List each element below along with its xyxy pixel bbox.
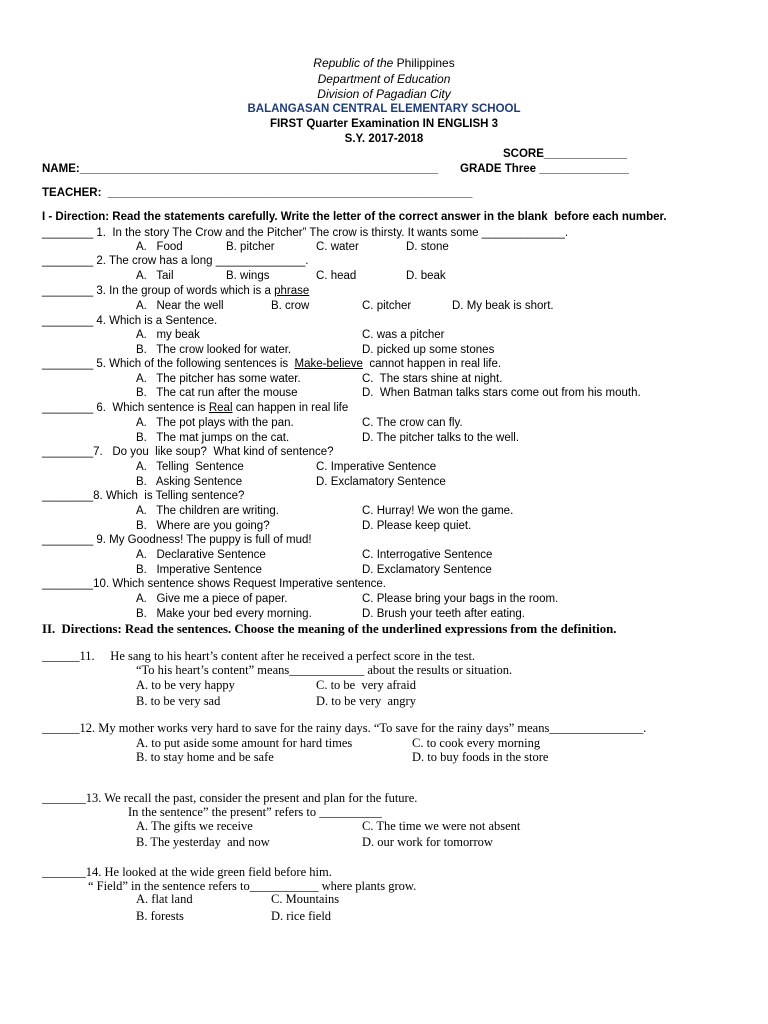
- school-year: S.Y. 2017-2018: [344, 133, 424, 145]
- question-11: ______11. He sang to his heart’s content after he received a perfect score in the test.: [42, 649, 476, 663]
- q14-option-a: A. flat land: [136, 892, 193, 906]
- question-4: ________ 4. Which is a Sentence.: [42, 315, 218, 327]
- q11-option-a: A. to be very happy: [136, 678, 235, 692]
- question-12: ______12. My mother works very hard to save for the rainy days. “To save for the rainy days” means_______________.: [42, 721, 647, 735]
- q5-option-b: B. The cat run after the mouse: [136, 387, 298, 399]
- name-field: NAME:________________________________________________________: [42, 163, 438, 175]
- question-3: ________ 3. In the group of words which is a phrase: [42, 285, 310, 297]
- q12-option-c: C. to cook every morning: [412, 736, 541, 750]
- q9-option-b: B. Imperative Sentence: [136, 564, 262, 576]
- q6-option-b: B. The mat jumps on the cat.: [136, 432, 290, 444]
- q7-option-a: A. Telling Sentence: [136, 461, 244, 473]
- q10-option-d: D. Brush your teeth after eating.: [362, 608, 526, 620]
- q3-option-a: A. Near the well: [136, 300, 224, 312]
- q9-option-d: D. Exclamatory Sentence: [362, 564, 492, 576]
- question-9: ________ 9. My Goodness! The puppy is full of mud!: [42, 534, 312, 546]
- q10-option-b: B. Make your bed every morning.: [136, 608, 312, 620]
- question-8: ________8. Which is Telling sentence?: [42, 490, 245, 502]
- q1-option-c: C. water: [316, 241, 359, 253]
- q14-subline: “ Field” in the sentence refers to___________ where plants grow.: [88, 879, 417, 893]
- q3-option-b: B. crow: [271, 300, 310, 312]
- q2-option-b: B. wings: [226, 270, 270, 282]
- exam-title: FIRST Quarter Examination IN ENGLISH 3: [269, 118, 499, 130]
- q1-option-b: B. pitcher: [226, 241, 275, 253]
- q7-option-c: C. Imperative Sentence: [316, 461, 437, 473]
- school-name: BALANGASAN CENTRAL ELEMENTARY SCHOOL: [247, 103, 521, 115]
- q9-option-a: A. Declarative Sentence: [136, 549, 266, 561]
- q5-option-c: C. The stars shine at night.: [362, 373, 503, 385]
- q8-option-b: B. Where are you going?: [136, 520, 270, 532]
- q12-option-d: D. to buy foods in the store: [412, 750, 549, 764]
- q4-option-c: C. was a pitcher: [362, 329, 445, 341]
- q13-option-c: C. The time we were not absent: [362, 819, 521, 833]
- q3-option-d: D. My beak is short.: [452, 300, 554, 312]
- q4-option-d: D. picked up some stones: [362, 344, 495, 356]
- q1-option-d: D. stone: [406, 241, 449, 253]
- question-1: ________ 1. In the story The Crow and the Pitcher” The crow is thirsty. It wants some _____________.: [42, 227, 569, 239]
- q6-option-d: D. The pitcher talks to the well.: [362, 432, 520, 444]
- q10-option-a: A. Give me a piece of paper.: [136, 593, 288, 605]
- q1-option-a: A. Food: [136, 241, 183, 253]
- q6-option-c: C. The crow can fly.: [362, 417, 463, 429]
- q2-option-d: D. beak: [406, 270, 446, 282]
- q8-option-d: D. Please keep quiet.: [362, 520, 472, 532]
- score-field: SCORE_____________: [503, 148, 628, 160]
- q4-option-b: B. The crow looked for water.: [136, 344, 292, 356]
- q11-option-b: B. to be very sad: [136, 694, 221, 708]
- question-6: ________ 6. Which sentence is Real can happen in real life: [42, 402, 349, 414]
- q10-option-c: C. Please bring your bags in the room.: [362, 593, 559, 605]
- question-14: _______14. He looked at the wide green field before him.: [42, 865, 332, 879]
- q2-option-c: C. head: [316, 270, 357, 282]
- q4-option-a: A. my beak: [136, 329, 200, 341]
- q12-option-b: B. to stay home and be safe: [136, 750, 274, 764]
- q7-option-d: D. Exclamatory Sentence: [316, 476, 446, 488]
- question-10: ________10. Which sentence shows Request Imperative sentence.: [42, 578, 386, 590]
- q8-option-c: C. Hurray! We won the game.: [362, 505, 514, 517]
- header-department: Department of Education: [317, 72, 451, 86]
- q11-option-d: D. to be very angry: [316, 694, 416, 708]
- part2-direction: II. Directions: Read the sentences. Choose the meaning of the underlined expressions from the definition.: [42, 622, 617, 636]
- q13-option-b: B. The yesterday and now: [136, 835, 270, 849]
- q11-option-c: C. to be very afraid: [316, 678, 416, 692]
- q8-option-a: A. The children are writing.: [136, 505, 279, 517]
- q7-option-b: B. Asking Sentence: [136, 476, 243, 488]
- q6-option-a: A. The pot plays with the pan.: [136, 417, 294, 429]
- question-5: ________ 5. Which of the following sentences is Make-believe cannot happen in real life.: [42, 358, 502, 370]
- q12-option-a: A. to put aside some amount for hard times: [136, 736, 353, 750]
- q13-subline: In the sentence” the present” refers to __________: [128, 805, 382, 819]
- question-2: ________ 2. The crow has a long ______________.: [42, 255, 309, 267]
- q14-option-b: B. forests: [136, 909, 184, 923]
- q9-option-c: C. Interrogative Sentence: [362, 549, 493, 561]
- q2-option-a: A. Tail: [136, 270, 174, 282]
- part1-direction: I - Direction: Read the statements carefully. Write the letter of the correct answer in the blank before each number.: [42, 211, 667, 223]
- teacher-field: TEACHER: _________________________________________________________: [42, 187, 473, 199]
- q11-subline: “To his heart’s content” means____________ about the results or situation.: [136, 663, 513, 677]
- question-13: _______13. We recall the past, consider the present and plan for the future.: [42, 791, 418, 805]
- q14-option-d: D. rice field: [271, 909, 332, 923]
- q5-option-d: D. When Batman talks stars come out from his mouth.: [362, 387, 641, 399]
- q3-option-c: C. pitcher: [362, 300, 412, 312]
- question-7: ________7. Do you like soup? What kind of sentence?: [42, 446, 334, 458]
- q13-option-d: D. our work for tomorrow: [362, 835, 493, 849]
- q13-option-a: A. The gifts we receive: [136, 819, 253, 833]
- q5-option-a: A. The pitcher has some water.: [136, 373, 301, 385]
- header-division: Division of Pagadian City: [317, 87, 451, 101]
- header-republic: Republic of the Philippines: [313, 56, 455, 70]
- q14-option-c: C. Mountains: [271, 892, 340, 906]
- grade-field: GRADE Three ______________: [460, 163, 629, 175]
